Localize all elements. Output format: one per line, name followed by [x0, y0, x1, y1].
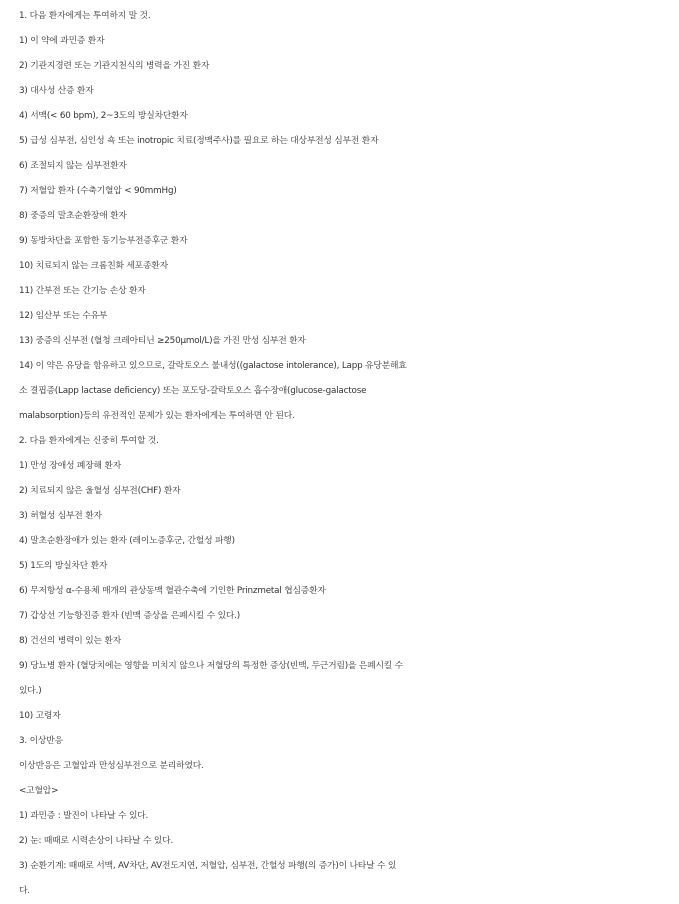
list-item: 6) 무저항성 α-수용체 매개의 관상동맥 혈관수축에 기인한 Prinzmetal 협심증환자: [19, 586, 326, 596]
list-item: 10) 고령자: [19, 711, 61, 721]
list-item: 4) 서맥(< 60 bpm), 2~3도의 방실차단환자: [19, 111, 188, 121]
list-item: 7) 저혈압 환자 (수축기혈압 < 90mmHg): [19, 186, 177, 196]
list-item: 4) 말초순환장애가 있는 환자 (레이노증후군, 간헐성 파행): [19, 536, 235, 546]
list-item-continuation: 다.: [19, 886, 30, 896]
section-heading-caution: 2. 다음 환자에게는 신중히 투여할 것.: [19, 436, 159, 446]
section-heading-adverse-reactions: 3. 이상반응: [19, 736, 63, 746]
list-item: 5) 1도의 방실차단 환자: [19, 561, 108, 571]
list-item: 1) 이 약에 과민증 환자: [19, 36, 105, 46]
list-item: 11) 간부전 또는 간기능 손상 환자: [19, 286, 146, 296]
list-item: 13) 중증의 신부전 (혈청 크레아티닌 ≥250μmol/L)을 가진 만성 심부전 환자: [19, 336, 306, 346]
list-item: 6) 조절되지 않는 심부전환자: [19, 161, 127, 171]
list-item: 2) 눈: 때때로 시력손상이 나타날 수 있다.: [19, 836, 174, 846]
list-item: 8) 건선의 병력이 있는 환자: [19, 636, 121, 646]
list-item-continuation: malabsorption)등의 유전적인 문제가 있는 환자에게는 투여하면 안 된다.: [19, 411, 295, 421]
list-item: 8) 중증의 말초순환장애 환자: [19, 211, 127, 221]
list-item-continuation: 있다.): [19, 686, 42, 696]
list-item: 1) 과민증 : 발진이 나타날 수 있다.: [19, 811, 149, 821]
list-item: 14) 이 약은 유당을 함유하고 있으므로, 갈락토오스 불내성((galactose intolerance), Lapp 유당분해효: [19, 361, 407, 371]
subsection-heading-hypertension: <고혈압>: [19, 786, 59, 796]
list-item: 2) 치료되지 않은 울혈성 심부전(CHF) 환자: [19, 486, 181, 496]
list-item: 12) 임산부 또는 수유부: [19, 311, 108, 321]
list-item-continuation: 소 결핍증(Lapp lactase deficiency) 또는 포도당-갈락토오스 흡수장애(glucose-galactose: [19, 386, 367, 396]
list-item: 10) 치료되지 않는 크롬친화 세포종환자: [19, 261, 168, 271]
list-item: 9) 당뇨병 환자 (혈당치에는 영향을 미치지 않으나 저혈당의 특정한 증상(빈맥, 두근거림)을 은폐시킬 수: [19, 661, 403, 671]
list-item: 3) 대사성 산증 환자: [19, 86, 94, 96]
paragraph: 이상반응은 고혈압과 만성심부전으로 분리하였다.: [19, 761, 204, 771]
list-item: 9) 동방차단을 포함한 동기능부전증후군 환자: [19, 236, 188, 246]
list-item: 7) 갑상선 기능항진증 환자 (빈맥 증상을 은폐시킬 수 있다.): [19, 611, 241, 621]
document-text: [19, 4, 679, 904]
list-item: 1) 만성 장애성 폐장해 환자: [19, 461, 121, 471]
section-heading-contraindications: 1. 다음 환자에게는 투여하지 말 것.: [19, 11, 151, 21]
list-item: 3) 허혈성 심부전 환자: [19, 511, 102, 521]
list-item: 5) 급성 심부전, 심인성 쇽 또는 inotropic 치료(정맥주사)를 필요로 하는 대상부전성 심부전 환자: [19, 136, 379, 146]
list-item: 2) 기관지경련 또는 기관지천식의 병력을 가진 환자: [19, 61, 210, 71]
list-item: 3) 순환기계: 때때로 서맥, AV차단, AV전도지연, 저혈압, 심부전, 간헐성 파행(의 증가)이 나타날 수 있: [19, 861, 397, 871]
